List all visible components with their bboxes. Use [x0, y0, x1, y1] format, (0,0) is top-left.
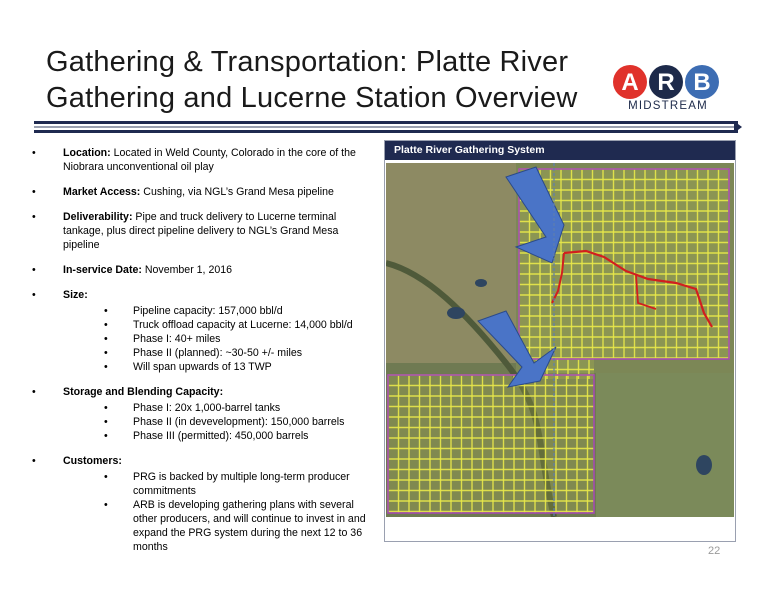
bullet-item — [30, 210, 375, 252]
sub-bullet-text: Phase II (in devevelopment): 150,000 barrels — [133, 416, 345, 428]
bullet-item — [30, 288, 375, 374]
sub-bullet-text: ARB is developing gathering plans with several other producers, and will continue to invest in and expand the PRG system during the next 12 to 36 months — [133, 499, 366, 553]
arb-midstream-logo — [612, 64, 720, 118]
sub-bullet-dot: • — [104, 361, 108, 373]
sub-bullet-text: Will span upwards of 13 TWP — [133, 361, 272, 373]
bullet-item — [30, 454, 375, 554]
slide-title: Gathering & Transportation: Platte River Gathering and Lucerne Station Overview — [46, 46, 578, 114]
bullet-list — [30, 146, 375, 565]
bullet-text: Pipe and truck delivery to Lucerne terminal tankage, plus direct pipeline delivery to NGL’s Grand Mesa pipeline — [63, 211, 339, 251]
divider-arrow-icon — [734, 121, 743, 135]
bullet-label: Deliverability: — [63, 211, 133, 223]
bullet-dot: • — [32, 455, 36, 467]
sub-bullet-item — [63, 429, 375, 443]
sub-bullet-item — [63, 415, 375, 429]
arb-logo-circles — [612, 64, 720, 100]
title-divider — [34, 121, 742, 139]
sub-bullet-dot: • — [104, 305, 108, 317]
sub-bullet-dot: • — [104, 402, 108, 414]
bullet-dot: • — [32, 289, 36, 301]
bullet-label: Market Access: — [63, 186, 141, 198]
bullet-label: Location: — [63, 147, 111, 159]
sub-bullet-item — [63, 346, 375, 360]
bullet-label: In-service Date: — [63, 264, 142, 276]
sub-bullet-item — [63, 332, 375, 346]
bullet-dot: • — [32, 211, 36, 223]
sub-bullet-text: Phase I: 40+ miles — [133, 333, 221, 345]
sub-bullet-item — [63, 304, 375, 318]
sub-bullet-list — [63, 304, 375, 374]
sub-bullet-dot: • — [104, 499, 108, 511]
logo-wordmark: MIDSTREAM — [628, 100, 708, 112]
sub-bullet-dot: • — [104, 333, 108, 345]
sub-bullet-text: Phase I: 20x 1,000-barrel tanks — [133, 402, 281, 414]
bullet-item — [30, 385, 375, 443]
logo-letter-b: B — [693, 69, 711, 96]
lake-3 — [696, 455, 712, 475]
bullet-label: Storage and Blending Capacity: — [63, 386, 224, 398]
sub-bullet-dot: • — [104, 319, 108, 331]
sub-bullet-item — [63, 401, 375, 415]
bullet-text: November 1, 2016 — [141, 264, 233, 276]
bullet-text: Cushing, via NGL’s Grand Mesa pipeline — [140, 186, 334, 198]
bullet-dot: • — [32, 386, 36, 398]
bullet-item — [30, 146, 375, 174]
logo-letter-a: A — [621, 69, 639, 96]
map-image — [386, 163, 734, 517]
sub-bullet-dot: • — [104, 430, 108, 442]
lake-2 — [475, 279, 487, 287]
map-panel — [384, 140, 736, 542]
bullet-dot: • — [32, 186, 36, 198]
sub-bullet-item — [63, 498, 375, 554]
sub-bullet-text: Phase III (permitted): 450,000 barrels — [133, 430, 309, 442]
sub-bullet-text: Truck offload capacity at Lucerne: 14,000 bbl/d — [133, 319, 353, 331]
map-header: Platte River Gathering System — [385, 141, 735, 160]
bullet-label: Customers: — [63, 455, 122, 467]
sub-bullet-text: Phase II (planned): ~30-50 +/- miles — [133, 347, 303, 359]
sub-bullet-text: Pipeline capacity: 157,000 bbl/d — [133, 305, 283, 317]
bullet-item — [30, 263, 375, 277]
bullet-item — [30, 185, 375, 199]
sub-bullet-list — [63, 401, 375, 443]
logo-letter-r: R — [657, 69, 675, 96]
sub-bullet-text: PRG is backed by multiple long-term producer commitments — [133, 471, 350, 497]
bullet-label: Size: — [63, 289, 88, 301]
sub-bullet-dot: • — [104, 416, 108, 428]
sub-bullet-item — [63, 318, 375, 332]
lake-1 — [447, 307, 465, 319]
bullet-dot: • — [32, 147, 36, 159]
bullet-text: Located in Weld County, Colorado in the core of the Niobrara unconventional oil play — [63, 147, 356, 173]
satellite-map — [386, 163, 734, 517]
page-number: 22 — [708, 545, 721, 557]
bullet-dot: • — [32, 264, 36, 276]
terrain-southeast — [596, 373, 734, 517]
sub-bullet-dot: • — [104, 471, 108, 483]
sub-bullet-item — [63, 470, 375, 498]
sub-bullet-list — [63, 470, 375, 554]
sub-bullet-item — [63, 360, 375, 374]
sub-bullet-dot: • — [104, 347, 108, 359]
